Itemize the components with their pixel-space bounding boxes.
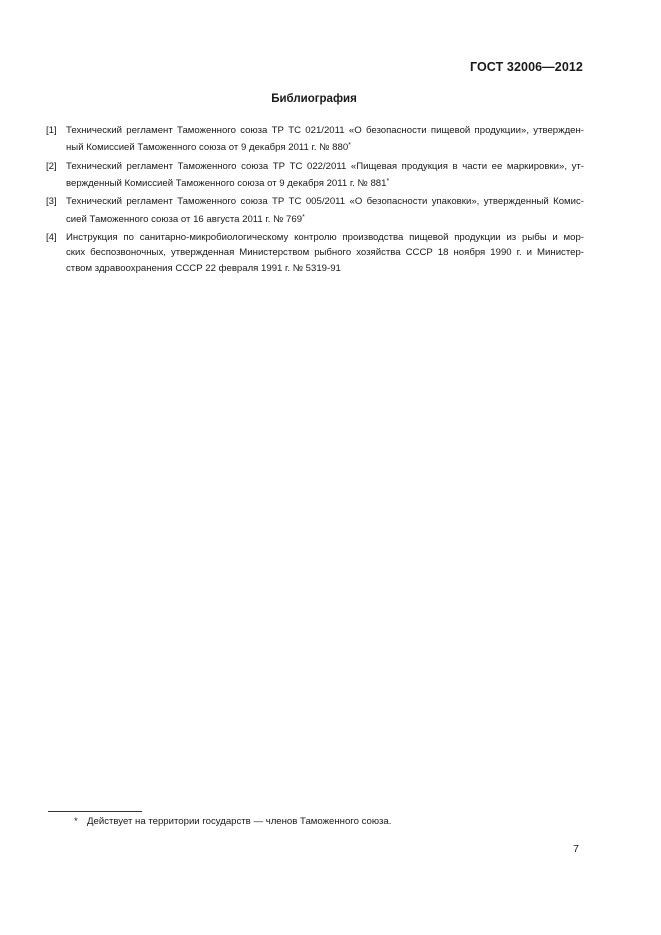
entry-number: [4] <box>46 232 57 244</box>
entry-line: ских беспозвоночных, утвержденная Министерством рыбного хозяйства СССР 18 ноября 1990 г. и Министер- <box>66 247 584 259</box>
bibliography-entry <box>46 194 584 226</box>
entry-line: Технический регламент Таможенного союза ТР ТС 005/2011 «О безопасности упаковки», утвержденный Комис- <box>66 196 584 208</box>
entry-text <box>66 194 584 226</box>
document-id: ГОСТ 32006—2012 <box>469 60 583 74</box>
bibliography-entry <box>46 123 584 155</box>
footnote <box>74 815 391 829</box>
entry-line-text: вержденный Комиссией Таможенного союза от 9 декабря 2011 г. № 881 <box>66 177 387 189</box>
entry-line-last <box>66 138 584 155</box>
footnote-mark: * <box>74 816 78 827</box>
bibliography-list <box>46 123 584 279</box>
entry-text <box>66 230 584 276</box>
section-title: Библиография <box>271 93 357 105</box>
entry-line-last <box>66 210 584 227</box>
bibliography-entry <box>46 230 584 276</box>
footnote-reference: * <box>348 142 351 150</box>
entry-line-text: ный Комиссией Таможенного союза от 9 декабря 2011 г. № 880 <box>66 142 349 154</box>
entry-number: [1] <box>46 125 57 136</box>
entry-text <box>66 123 584 155</box>
entry-line-last: ством здравоохранения СССР 22 февраля 1991 г. № 5319-91 <box>66 262 341 274</box>
entry-line: Технический регламент Таможенного союза ТР ТС 022/2011 «Пищевая продукция в части ее маркировки», ут- <box>66 160 584 172</box>
entry-line-last <box>66 174 584 191</box>
footnote-reference: * <box>302 213 305 221</box>
entry-line: Технический регламент Таможенного союза ТР ТС 021/2011 «О безопасности пищевой продукции», утвержден- <box>66 125 584 136</box>
footnote-text: Действует на территории государств — членов Таможенного союза. <box>87 816 392 827</box>
entry-number: [3] <box>46 196 57 208</box>
entry-line: Инструкция по санитарно-микробиологическому контролю производства пищевой продукции из рыбы и мор- <box>66 232 584 244</box>
footnote-divider <box>48 811 142 812</box>
entry-number: [2] <box>46 160 57 172</box>
page-number: 7 <box>573 843 579 855</box>
entry-line-text: сией Таможенного союза от 16 августа 2011 г. № 769 <box>66 213 303 225</box>
entry-text <box>66 159 584 191</box>
footnote-reference: * <box>386 177 390 185</box>
bibliography-entry <box>46 159 584 191</box>
